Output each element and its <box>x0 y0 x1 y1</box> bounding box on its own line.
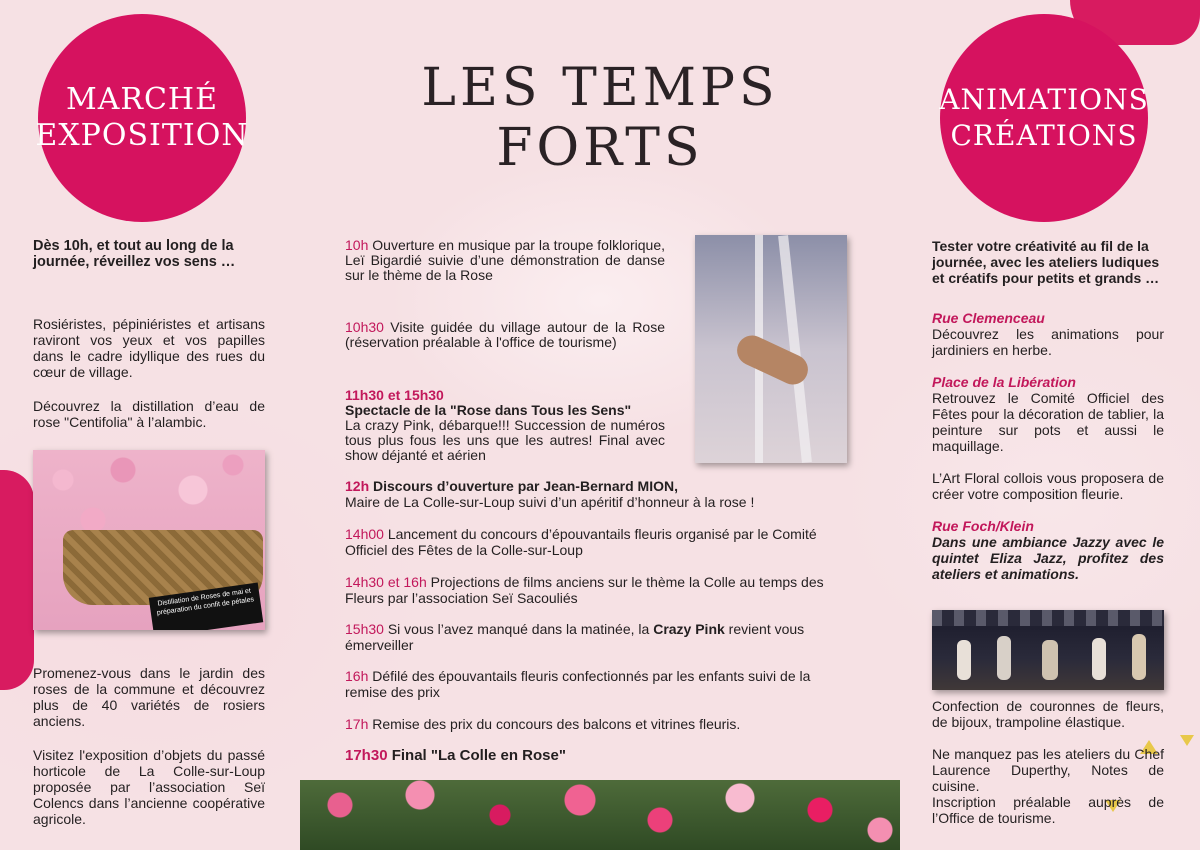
event-item <box>345 388 665 463</box>
event-text: Si vous l’avez manqué dans la matinée, la <box>383 621 654 637</box>
event-text: Ouverture en musique par la troupe folklorique, Leï Bigardié suivie d’une démonstration de danse sur le thème de la Rose <box>345 237 665 283</box>
badge-line-2: CRÉATIONS <box>950 119 1138 152</box>
event-text: La crazy Pink, débarque!!! Succession de numéros tous plus fous les uns que les autres! Final avec show déjanté et aérien <box>345 417 665 463</box>
badge-line-1: MARCHÉ <box>66 82 218 117</box>
acrobat <box>732 331 813 390</box>
left-paragraph: Visitez l'exposition d’objets du passé horticole de La Colle-sur-Loup proposée par l’association Seï Colencs dans l’ancienne coopérative agricole. <box>33 747 265 827</box>
right-paragraph: Ne manquez pas les ateliers du Chef Laurence Duperthy, Notes de cuisine. <box>932 746 1164 794</box>
event-time: 14h00 <box>345 526 384 542</box>
event-bold: Crazy Pink <box>653 621 725 637</box>
event-text: Défilé des épouvantails fleuris confectionnés par les enfants suivi de la remise des prix <box>345 668 811 700</box>
event-item <box>345 238 665 283</box>
musician <box>997 636 1011 680</box>
left-column-bottom <box>33 665 265 827</box>
section-text: Découvrez les animations pour jardiniers en herbe. <box>932 326 1164 358</box>
musician <box>1132 634 1146 680</box>
musician <box>1042 640 1058 680</box>
musician <box>957 640 971 680</box>
rose-distillation-photo <box>33 450 265 630</box>
roses-photo <box>300 780 900 850</box>
event-text: Lancement du concours d’épouvantails fleuris organisé par le Comité Officiel des Fêtes de la Colle-sur-Loup <box>345 526 817 558</box>
stage-lights <box>932 610 1164 626</box>
event-time: 15h30 <box>345 621 384 637</box>
right-paragraph: Confection de couronnes de fleurs, de bijoux, trampoline élastique. <box>932 698 1164 730</box>
event-item <box>345 574 855 606</box>
confetti-shape <box>1180 735 1194 746</box>
event-item <box>345 320 665 350</box>
event-item <box>345 716 855 732</box>
photo-caption-text: Distillation de Roses de mai et préparation du confit de pétales <box>156 587 255 617</box>
left-paragraph: Promenez-vous dans le jardin des roses de la commune et découvrez plus de 40 variétés de rosiers anciens. <box>33 665 265 729</box>
event-item <box>345 526 855 558</box>
event-item <box>345 621 855 653</box>
event-title: Spectacle de la "Rose dans Tous les Sens" <box>345 402 632 418</box>
event-time: 17h <box>345 716 369 732</box>
badge-animations-creations <box>940 14 1148 222</box>
event-text: Visite guidée du village autour de la Rose (réservation préalable à l'office de tourisme) <box>345 319 665 350</box>
section-title: Rue Clemenceau <box>932 310 1045 326</box>
page-title: LES TEMPS FORTS <box>421 58 779 178</box>
event-text: Remise des prix du concours des balcons et vitrines fleuris. <box>368 716 741 732</box>
aerial-acrobat-photo <box>695 235 847 463</box>
event-time: 17h30 <box>345 747 388 764</box>
event-item <box>345 748 855 764</box>
musician <box>1092 638 1106 680</box>
right-intro: Tester votre créativité au fil de la journée, avec les ateliers ludiques et créatifs pour petits et grands … <box>932 238 1160 286</box>
left-paragraph: Découvrez la distillation d’eau de rose "Centifolia" à l’alambic. <box>33 398 265 430</box>
section-text: Retrouvez le Comité Officiel des Fêtes pour la décoration de tablier, la peinture sur pots et aussi le maquillage. <box>932 390 1164 454</box>
right-column <box>932 238 1164 582</box>
right-paragraph: Inscription préalable auprès de l’Office de tourisme. <box>932 794 1164 826</box>
event-time: 11h30 et 15h30 <box>345 387 444 403</box>
badge-line-1: ANIMATIONS <box>939 83 1149 116</box>
event-text: revient vous émerveiller <box>345 621 805 653</box>
event-item <box>345 668 855 700</box>
section-text: L’Art Floral collois vous proposera de créer votre composition fleurie. <box>932 470 1164 502</box>
event-item <box>345 478 855 510</box>
section-text: Dans une ambiance Jazzy avec le quintet Eliza Jazz, profitez des ateliers et animations. <box>932 534 1164 582</box>
event-title: Discours d’ouverture par Jean-Bernard MION, <box>369 478 678 494</box>
badge-marche-exposition <box>35 14 249 222</box>
event-time: 14h30 et 16h <box>345 574 427 590</box>
jazz-band-photo <box>932 610 1164 690</box>
section-title: Place de la Libération <box>932 374 1076 390</box>
event-text: Maire de La Colle-sur-Loup suivi d’un apéritif d’honneur à la rose ! <box>345 494 755 510</box>
event-time: 10h <box>345 237 369 253</box>
pink-splash-left <box>0 470 34 690</box>
left-paragraph: Rosiéristes, pépiniéristes et artisans raviront vos yeux et vos papilles dans le cadre idyllique des rues du cœur de village. <box>33 316 265 380</box>
right-column-bottom <box>932 698 1164 826</box>
event-time: 12h <box>345 478 370 494</box>
badge-line-2: EXPOSITION <box>35 118 249 153</box>
event-time: 10h30 <box>345 319 384 335</box>
section-title: Rue Foch/Klein <box>932 518 1034 534</box>
event-text: Projections de films anciens sur le thème la Colle au temps des Fleurs par l’association Seï Sacouliés <box>345 574 824 606</box>
left-intro: Dès 10h, et tout au long de la journée, réveillez vos sens … <box>33 238 236 270</box>
event-title: Final "La Colle en Rose" <box>387 747 566 764</box>
left-column <box>33 238 265 430</box>
event-time: 16h <box>345 668 369 684</box>
